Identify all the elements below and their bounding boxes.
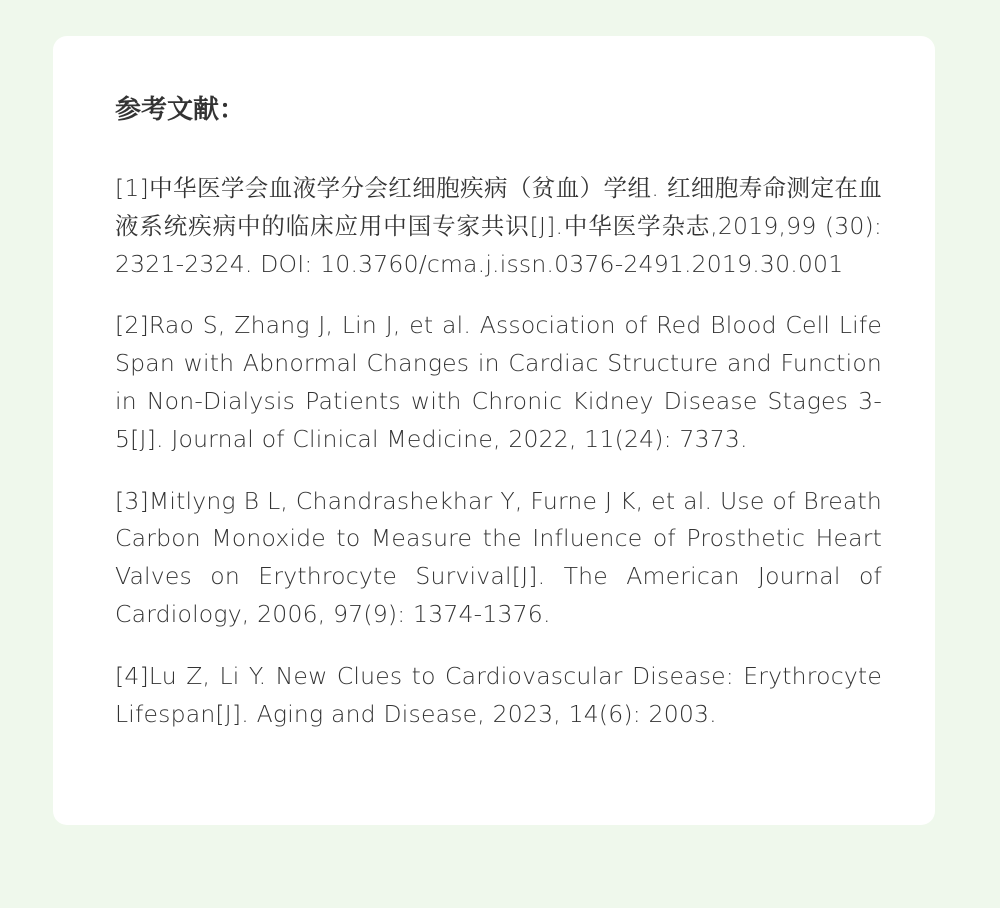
reference-item-1: [1]中华医学会血液学分会红细胞疾病（贫血）学组. 红细胞寿命测定在血液系统疾病中的临床应用中国专家共识[J].中华医学杂志,2019,99 (30): 2321-2324. DOI: 10.3760/cma.j.issn.0376-2491.2019.30.001 <box>115 174 882 278</box>
reference-item-4: [4]Lu Z, Li Y. New Clues to Cardiovascular Disease: Erythrocyte Lifespan[J]. Aging and Disease, 2023, 14(6): 2003. <box>115 661 882 728</box>
references-card <box>53 36 935 825</box>
references-content <box>115 88 882 757</box>
reference-item-2: [2]Rao S, Zhang J, Lin J, et al. Association of Red Blood Cell Life Span with Abnormal Changes in Cardiac Structure and Function in Non-Dialysis Patients with Chronic Kidney Disease Stages 3-5[J]. Journal of Clinical Medicine, 2022, 11(24): 7373. <box>115 311 882 453</box>
reference-item-3: [3]Mitlyng B L, Chandrashekhar Y, Furne J K, et al. Use of Breath Carbon Monoxide to Measure the Influence of Prosthetic Heart Valves on Erythrocyte Survival[J]. The American Journal of Cardiology, 2006, 97(9): 1374-1376. <box>115 486 882 628</box>
references-title: 参考文献： <box>115 95 246 125</box>
